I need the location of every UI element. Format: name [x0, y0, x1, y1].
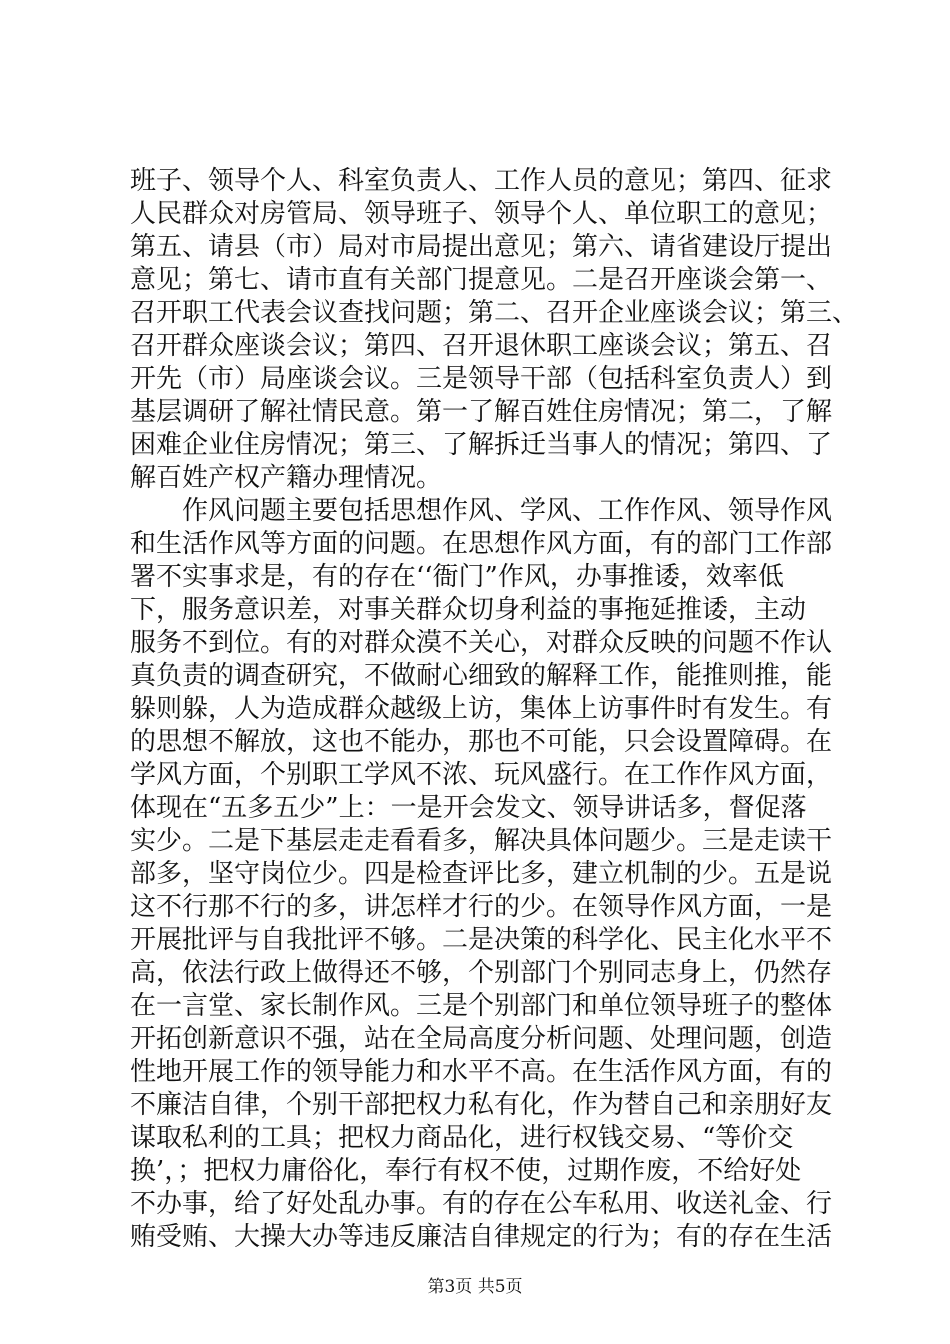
text-line: 基层调研了解社情民意。第一了解百姓住房情况；第二，了解	[130, 397, 833, 427]
text-line: 部多，坚守岗位少。四是检查评比多，建立机制的少。五是说	[130, 859, 833, 889]
text-line: 第五、请县（市）局对市局提出意见；第六、请省建设厅提出	[130, 232, 833, 262]
text-line: 下，服务意识差，对事关群众切身利益的事拖延推诿，主动	[130, 595, 807, 625]
text-line: 开先（市）局座谈会议。三是领导干部（包括科室负责人）到	[130, 364, 833, 394]
text-line: 贿受贿、大操大办等违反廉洁自律规定的行为；有的存在生活	[130, 1222, 833, 1252]
text-line: 和生活作风等方面的问题。在思想作风方面，有的部门工作部	[130, 529, 833, 559]
text-line: 不办事，给了好处乱办事。有的存在公车私用、收送礼金、行	[130, 1189, 833, 1219]
text-line: 躲则躲，人为造成群众越级上访，集体上访事件时有发生。有	[130, 694, 833, 724]
text-line: 解百姓产权产籍办理情况。	[130, 463, 443, 493]
text-line: 这不行那不行的多，讲怎样才行的少。在领导作风方面，一是	[130, 892, 833, 922]
text-line: 性地开展工作的领导能力和水平不高。在生活作风方面，有的	[130, 1057, 833, 1087]
text-line: 在一言堂、家长制作风。三是个别部门和单位领导班子的整体	[130, 991, 833, 1021]
text-line: 服务不到位。有的对群众漠不关心，对群众反映的问题不作认	[130, 628, 833, 658]
text-line: 人民群众对房管局、领导班子、领导个人、单位职工的意见；	[130, 199, 833, 229]
text-line: 开展批评与自我批评不够。二是决策的科学化、民主化水平不	[130, 925, 833, 955]
text-line: 不廉洁自律，个别干部把权力私有化，作为替自己和亲朋好友	[130, 1090, 833, 1120]
paragraph-start-line: 作风问题主要包括思想作风、学风、工作作风、领导作风	[182, 496, 833, 526]
text-line: 班子、领导个人、科室负责人、工作人员的意见；第四、征求	[130, 166, 833, 196]
text-line: 意见；第七、请市直有关部门提意见。二是召开座谈会第一、	[130, 265, 833, 295]
text-line: 谋取私利的工具；把权力商品化，进行权钱交易、“等价交	[130, 1123, 794, 1153]
text-line: 开拓创新意识不强，站在全局高度分析问题、处理问题，创造	[130, 1024, 833, 1054]
text-line: 体现在“五多五少”上：一是开会发文、领导讲话多，督促落	[130, 793, 807, 823]
text-line: 换’，；把权力庸俗化，奉行有权不使，过期作废，不给好处	[130, 1156, 802, 1186]
text-line: 高，依法行政上做得还不够，个别部门个别同志身上，仍然存	[130, 958, 833, 988]
text-line: 的思想不解放，这也不能办，那也不可能，只会设置障碍。在	[130, 727, 833, 757]
text-line: 学风方面，个别职工学风不浓、玩风盛行。在工作作风方面，	[130, 760, 833, 790]
text-line: 实少。二是下基层走走看看多，解决具体问题少。三是走读干	[130, 826, 833, 856]
text-line: 署不实事求是，有的存在‘‘衙门”作风，办事推诿，效率低	[130, 562, 784, 592]
page-number-footer: 第3页 共5页	[427, 1277, 523, 1297]
text-line: 召开职工代表会议查找问题；第二、召开企业座谈会议；第三、	[130, 298, 859, 328]
text-line: 困难企业住房情况；第三、了解拆迁当事人的情况；第四、了	[130, 430, 833, 460]
text-line: 真负责的调查研究，不做耐心细致的解释工作，能推则推，能	[130, 661, 833, 691]
body-text	[130, 165, 859, 1254]
text-line: 召开群众座谈会议；第四、召开退休职工座谈会议；第五、召	[130, 331, 833, 361]
